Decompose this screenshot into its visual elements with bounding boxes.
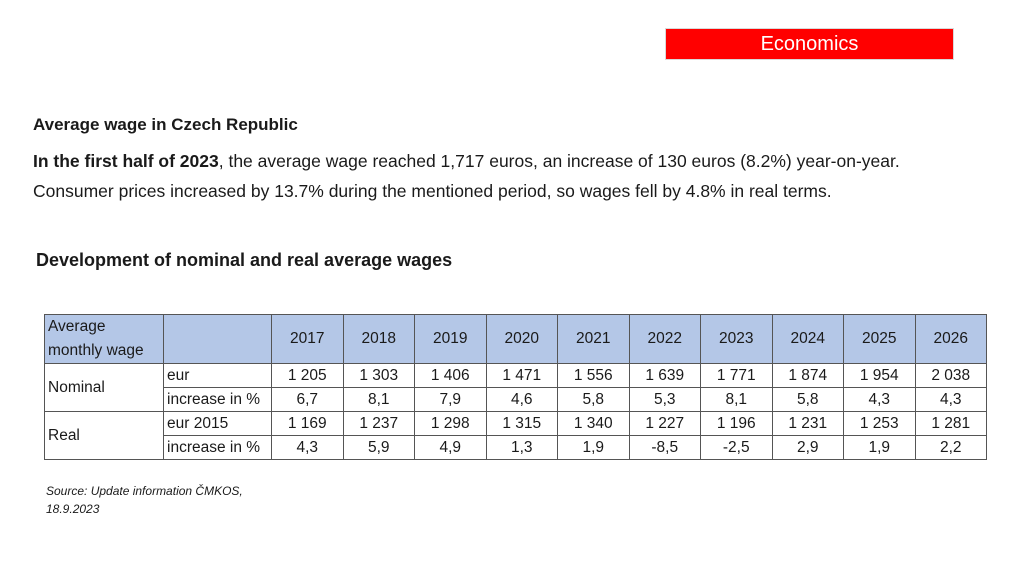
year-header: 2024 — [772, 315, 844, 364]
corner-label — [45, 315, 164, 364]
summary-paragraph — [33, 146, 993, 206]
corner-label-line1: Average — [48, 318, 106, 335]
value-cell: -8,5 — [629, 436, 701, 460]
value-cell: 1 169 — [272, 412, 344, 436]
table-header-row — [45, 315, 987, 364]
year-header: 2021 — [558, 315, 630, 364]
source-line2: 18.9.2023 — [46, 502, 100, 516]
value-cell: 1 315 — [486, 412, 558, 436]
row-label: eur 2015 — [164, 412, 272, 436]
corner-label-line2: monthly wage — [48, 342, 144, 359]
value-cell: 2 038 — [915, 364, 987, 388]
corner-blank — [164, 315, 272, 364]
value-cell: 1 771 — [701, 364, 773, 388]
row-group-label: Real — [45, 412, 164, 460]
value-cell: 1 231 — [772, 412, 844, 436]
value-cell: 1 303 — [343, 364, 415, 388]
year-header: 2022 — [629, 315, 701, 364]
value-cell: 1 471 — [486, 364, 558, 388]
year-header: 2026 — [915, 315, 987, 364]
summary-line1-rest: , the average wage reached 1,717 euros, an increase of 130 euros (8.2%) year-on-year. — [218, 151, 900, 171]
value-cell: 1 205 — [272, 364, 344, 388]
value-cell: 1 227 — [629, 412, 701, 436]
table-row — [45, 436, 987, 460]
value-cell: 4,6 — [486, 388, 558, 412]
value-cell: 4,3 — [844, 388, 916, 412]
value-cell: 1,9 — [558, 436, 630, 460]
wages-table — [44, 314, 987, 460]
value-cell: 6,7 — [272, 388, 344, 412]
table-row — [45, 412, 987, 436]
source-note — [46, 482, 286, 518]
year-header: 2023 — [701, 315, 773, 364]
year-header: 2025 — [844, 315, 916, 364]
value-cell: 5,9 — [343, 436, 415, 460]
row-label: increase in % — [164, 388, 272, 412]
value-cell: 5,8 — [772, 388, 844, 412]
table-title: Development of nominal and real average wages — [36, 250, 453, 270]
category-badge: Economics — [665, 28, 954, 60]
value-cell: 8,1 — [343, 388, 415, 412]
value-cell: 1 556 — [558, 364, 630, 388]
row-label: eur — [164, 364, 272, 388]
row-group-label: Nominal — [45, 364, 164, 412]
value-cell: 1,3 — [486, 436, 558, 460]
row-label: increase in % — [164, 436, 272, 460]
value-cell: 1 298 — [415, 412, 487, 436]
value-cell: 1 237 — [343, 412, 415, 436]
year-header: 2018 — [343, 315, 415, 364]
value-cell: 1 196 — [701, 412, 773, 436]
value-cell: 4,9 — [415, 436, 487, 460]
table-row — [45, 364, 987, 388]
value-cell: 1 340 — [558, 412, 630, 436]
value-cell: -2,5 — [701, 436, 773, 460]
value-cell: 4,3 — [915, 388, 987, 412]
value-cell: 1 639 — [629, 364, 701, 388]
source-line1: Source: Update information ČMKOS, — [46, 484, 243, 498]
value-cell: 2,9 — [772, 436, 844, 460]
summary-lead: In the first half of 2023 — [33, 151, 219, 171]
year-header: 2017 — [272, 315, 344, 364]
value-cell: 5,8 — [558, 388, 630, 412]
value-cell: 1 406 — [415, 364, 487, 388]
year-header: 2020 — [486, 315, 558, 364]
value-cell: 1 954 — [844, 364, 916, 388]
value-cell: 7,9 — [415, 388, 487, 412]
value-cell: 5,3 — [629, 388, 701, 412]
table-body — [45, 364, 987, 460]
summary-line2: Consumer prices increased by 13.7% during the mentioned period, so wages fell by 4.8% in real terms. — [33, 181, 832, 201]
value-cell: 8,1 — [701, 388, 773, 412]
section-heading: Average wage in Czech Republic — [33, 115, 298, 134]
value-cell: 4,3 — [272, 436, 344, 460]
value-cell: 1 874 — [772, 364, 844, 388]
table-row — [45, 388, 987, 412]
value-cell: 1 253 — [844, 412, 916, 436]
value-cell: 1 281 — [915, 412, 987, 436]
value-cell: 1,9 — [844, 436, 916, 460]
value-cell: 2,2 — [915, 436, 987, 460]
year-header: 2019 — [415, 315, 487, 364]
